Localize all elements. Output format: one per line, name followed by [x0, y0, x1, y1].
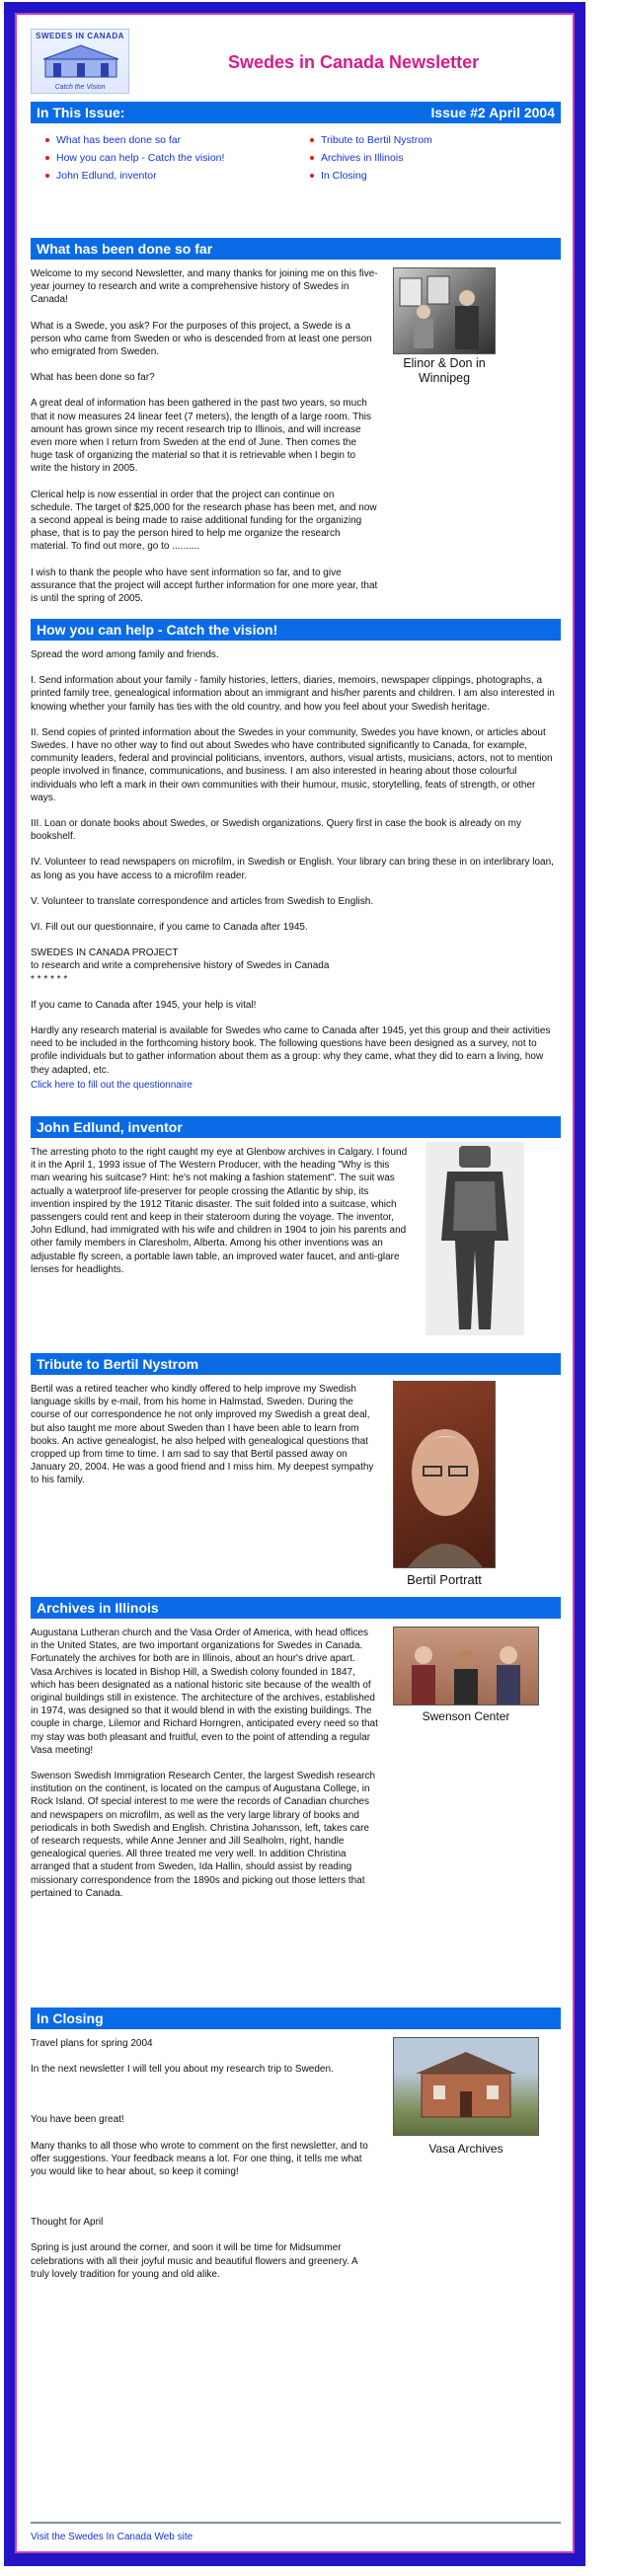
section-text — [31, 1383, 378, 1500]
section-text — [31, 1146, 408, 1289]
paragraph: Welcome to my second Newsletter, and many thanks for joining me on this five-year journey to research and write a comprehensive history of Swedes in Canada! — [31, 268, 378, 306]
paragraph: Spread the word among family and friends. — [31, 649, 219, 660]
header — [31, 29, 561, 96]
toc-item — [307, 131, 432, 149]
paragraph: A great deal of information has been gathered in the past two years, so much that it now measures 24 linear feet (7 meters), the length of a large room. This amount has grown since my recent research trip to Illinois, and will increase even more when I return from Sweden at the end of June. Then comes the huge task of organizing the material so that it is retrievable when I begin to write the history in 2005. — [31, 398, 371, 475]
swedes-in-canada-logo — [31, 29, 129, 94]
project-name: SWEDES IN CANADA PROJECT — [31, 947, 179, 959]
section-what-has-been-done — [31, 238, 561, 615]
toc-bar — [31, 102, 561, 123]
section-john-edlund — [31, 1116, 561, 1355]
section-archives-illinois — [31, 1597, 561, 2013]
paragraph: Travel plans for spring 2004 — [31, 2038, 153, 2049]
toc-heading: In This Issue: — [37, 105, 125, 120]
toc-link-what-has-been-done[interactable]: What has been done so far — [56, 134, 182, 146]
website-link[interactable]: Visit the Swedes In Canada Web site — [31, 2532, 193, 2542]
people-photo-icon — [394, 268, 495, 353]
edlund-suit-photo — [426, 1142, 524, 1335]
toc-item — [42, 131, 224, 149]
paragraph: Bertil was a retired teacher who kindly offered to help improve my Swedish language skills by e-mail, from his home in Halmstad, Sweden. During the course of our correspondence he not only improved my Swedish a great deal, but also taught me more about Sweden than I have been able to learn from books. An active genealogist, he also helped with genealogical questions that cropped up from time to time. I am sad to say that Bertil passed away on January 20, 2004. He was a good friend and I miss him. My deepest sympathy to his family. — [31, 1384, 374, 1486]
section-how-you-can-help — [31, 619, 561, 1092]
toc-link-bertil-nystrom[interactable]: Tribute to Bertil Nystrom — [321, 134, 432, 146]
paragraph: I. Send information about your family - family histories, letters, diaries, memoirs, newspaper clippings, photographs, a printed family tree, genealogical information about an immigrant and his/her parents and children. I am also interested in knowing whether your family has ties with the old country, and how you feel about your Swedish heritage. — [31, 675, 555, 713]
paragraph: II. Send copies of printed information about the Swedes in your community, Swedes you have known, or articles about Swedes. I have no other way to find out about Swedes who have contributed significantly to Canada, for example, community leaders, federal and provincial politicians, inventors, authors, visual artists, musicians, actors, not to mention people involved in finance, communications, and business. I am also interested in hearing about those colourful individuals who left a mark in their own communities with their humour, music, storytelling, feats of strength, or other ways. — [31, 726, 553, 803]
outer-frame — [4, 2, 585, 2566]
paragraph: What is a Swede, you ask? For the purposes of this project, a Swede is a person who came from Sweden or who is descended from at least one person who emigrated from Sweden. — [31, 320, 372, 358]
issue-label: Issue #2 April 2004 — [430, 105, 555, 120]
section-heading: John Edlund, inventor — [31, 1116, 561, 1138]
life-preserver-suit-icon — [426, 1142, 524, 1335]
vasa-archives-photo — [393, 2037, 539, 2136]
newsletter-page — [15, 13, 575, 2553]
section-heading: Tribute to Bertil Nystrom — [31, 1353, 561, 1375]
paragraph: You have been great! — [31, 2114, 124, 2126]
toc-item — [307, 167, 432, 185]
toc-item — [42, 149, 224, 167]
bertil-portrait-photo — [393, 1381, 496, 1568]
paragraph: Hardly any research material is available for Swedes who came to Canada after 1945, yet this group and their activities need to be included in the forthcoming history book. The following questions have been designed as a survey, not to profile individuals but to gather information about them as a group: why they came, what they did to earn a living, how they adapted, etc. — [31, 1025, 551, 1076]
paragraph: III. Loan or donate books about Swedes, or Swedish organizations. Query first in case the book is already on my bookshelf. — [31, 818, 521, 843]
logo-subtitle: Catch the Vision — [54, 84, 106, 91]
section-text — [31, 267, 378, 618]
paragraph: Thought for April — [31, 2217, 104, 2229]
paragraph: If you came to Canada after 1945, your help is vital! — [31, 999, 257, 1011]
photo-caption: Swenson Center — [422, 1709, 510, 1723]
paragraph: Augustana Lutheran church and the Vasa Order of America, with head offices in the United States, are two important organizations for Swedes in Canada. Fortunately the archives for both are in Illinois, about an hour's drive apart. Vasa Archives is located in Bishop Hill, a Swedish colony founded in 1847, which has been designated as a national historic site because of the wealth of original buildings still in existence. The architecture of the archives, established in 1974, was designed so that it would blend in with the existing buildings. The couple in charge, Lilemor and Richard Horngren, anticipated every need so that my stay was both pleasant and fruitful, even to the point of attending a regular Vasa meeting! — [31, 1628, 378, 1756]
paragraph: What has been done so far? — [31, 372, 155, 384]
section-text — [31, 1627, 378, 1913]
toc-link-archives-illinois[interactable]: Archives in Illinois — [321, 152, 404, 164]
toc-item — [307, 149, 432, 167]
toc-link-john-edlund[interactable]: John Edlund, inventor — [56, 170, 157, 182]
table-of-contents — [31, 123, 561, 208]
paragraph: V. Volunteer to translate correspondence and articles from Swedish to English. — [31, 895, 374, 907]
paragraph: Swenson Swedish Immigration Research Center, the largest Swedish research institution on the continent, is located on the campus of Augustana College, in Rock Island. Of special interest to me were the records of Canadian churches and newspapers on microfilm, as well as the very large library of books and periodicals in both Swedish and English. Christina Johansson, left, takes care of research requests, while Anne Jenner and Jill Sealholm, right, handle genealogical queries. All three treated me very well. In addition Christina arranged that a student from Sweden, Ida Hallin, should assist by reading missionary correspondence from the 1890s and picking out those letters that pertained to Canada. — [31, 1771, 376, 1899]
paragraph: Spring is just around the corner, and soon it will be time for Midsummer celebrations with all their joyful music and beautiful flowers and greenery. A truly lovely tradition for young and old alike. — [31, 2242, 358, 2280]
section-text — [31, 641, 561, 1092]
newsletter-title: Swedes in Canada Newsletter — [228, 52, 480, 72]
portrait-icon — [394, 1382, 495, 1567]
paragraph: Many thanks to all those who wrote to comment on the first newsletter, and to offer suggestions. Your feedback means a lot. For one thing, it tells me what you would like to hear about, so keep it coming! — [31, 2140, 368, 2178]
project-block — [31, 947, 561, 986]
toc-item — [42, 167, 224, 185]
swenson-center-photo — [393, 1627, 539, 1705]
paragraph: The arresting photo to the right caught my eye at Glenbow archives in Calgary. I found it in the April 1, 1993 issue of The Western Producer, with the heading "Why is this man wearing his suitcase? Hint: he's not making a fashion statement". The suit was actually a waterproof life-preserver for people crossing the Atlantic by ship, its invention inspired by the 1912 Titanic disaster. The suit folded into a suitcase, which passengers could rent and keep in their stateroom during the voyage. The inventor, John Edlund, had immigrated with his wife and children in 1904 to join his parents and other family members in Claresholm, Alberta. Among his other inventions was an adjustable fly screen, a portable lawn table, an improved water faucet, and anti-glare lenses for headlights. — [31, 1147, 408, 1275]
project-tagline: to research and write a comprehensive history of Swedes in Canada — [31, 960, 330, 972]
paragraph: VI. Fill out our questionnaire, if you came to Canada after 1945. — [31, 922, 308, 934]
section-text — [31, 2037, 378, 2294]
logo-title: SWEDES IN CANADA — [36, 32, 124, 40]
toc-link-in-closing[interactable]: In Closing — [321, 170, 367, 182]
three-people-photo-icon — [394, 1628, 538, 1705]
toc-right-column — [307, 131, 432, 185]
section-heading: Archives in Illinois — [31, 1597, 561, 1619]
photo-caption: Elinor & Don in Winnipeg — [403, 356, 486, 385]
photo-caption: Vasa Archives — [428, 2142, 503, 2156]
toc-left-column — [42, 131, 224, 185]
photo-caption: Bertil Portratt — [407, 1572, 482, 1587]
section-heading: In Closing — [31, 2008, 561, 2029]
separator-stars: * * * * * * — [31, 973, 68, 985]
elinor-don-photo — [393, 267, 496, 354]
questionnaire-link[interactable]: Click here to fill out the questionnaire — [31, 1079, 193, 1091]
section-heading: How you can help - Catch the vision! — [31, 619, 561, 641]
paragraph: I wish to thank the people who have sent information so far, and to give assurance that the project will accept further information for one more year, that is until the spring of 2005. — [31, 567, 378, 605]
paragraph: Clerical help is now essential in order that the project can continue on schedule. The target of $25,000 for the research phase has been met, and now a second appeal is being made to raise additional funding for the organizing phase, that is to pay the person hired to help me organize the research material. To find out more, go to .......... — [31, 489, 377, 553]
archive-building-icon — [394, 2038, 538, 2135]
paragraph: In the next newsletter I will tell you about my research trip to Sweden. — [31, 2064, 334, 2076]
section-heading: What has been done so far — [31, 238, 561, 260]
logo-building-icon — [41, 43, 120, 81]
divider — [31, 2522, 561, 2524]
section-in-closing — [31, 2008, 561, 2325]
toc-link-how-you-can-help[interactable]: How you can help - Catch the vision! — [56, 152, 225, 164]
newsletter-content — [31, 29, 561, 2542]
section-bertil-nystrom — [31, 1353, 561, 1598]
paragraph: IV. Volunteer to read newspapers on microfilm, in Swedish or English. Your library can bring these in on interlibrary loan, as long as you have access to a microfilm reader. — [31, 857, 554, 881]
